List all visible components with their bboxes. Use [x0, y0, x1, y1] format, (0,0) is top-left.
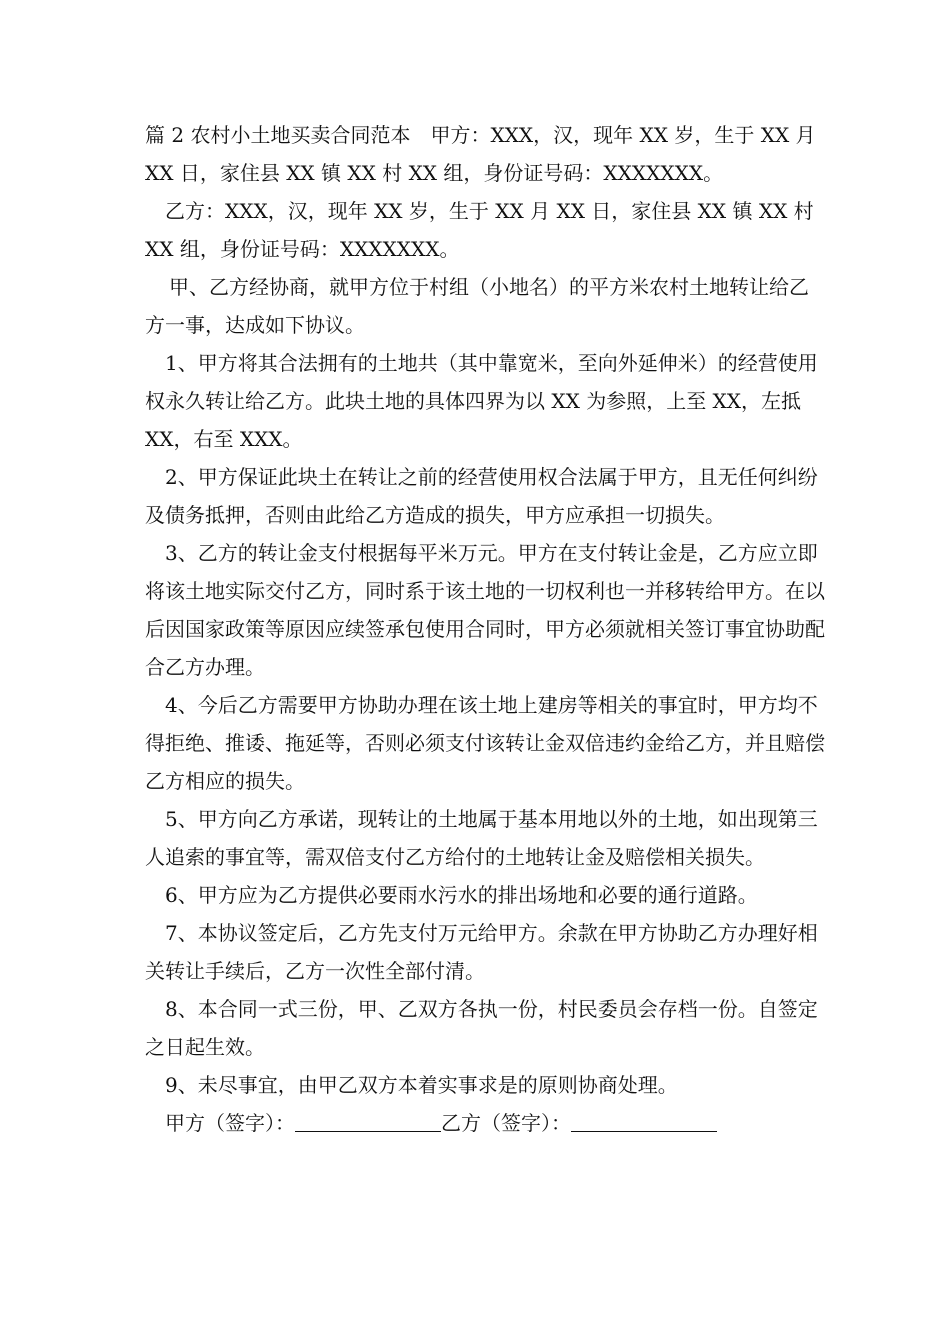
signature-row	[145, 1104, 825, 1142]
clause-4: 4、今后乙方需要甲方协助办理在该土地上建房等相关的事宜时，甲方均不得拒绝、推诿、拖延等，否则必须支付该转让金双倍违约金给乙方，并且赔偿乙方相应的损失。	[145, 693, 825, 793]
party-b-signature-label: 乙方（签字）：	[441, 1111, 571, 1135]
clause-8: 8、本合同一式三份，甲、乙双方各执一份，村民委员会存档一份。自签定之日起生效。	[145, 997, 818, 1059]
paragraph-intro: 篇 2 农村小土地买卖合同范本 甲方：XXX，汉，现年 XX 岁，生于 XX 月 XX 日，家住县 XX 镇 XX 村 XX 组，身份证号码：XXXXXXX。	[145, 123, 816, 185]
clause-5: 5、甲方向乙方承诺，现转让的土地属于基本用地以外的土地，如出现第三人追索的事宜等，需双倍支付乙方给付的土地转让金及赔偿相关损失。	[145, 807, 818, 869]
paragraph-party-b: 乙方：XXX，汉，现年 XX 岁，生于 XX 月 XX 日，家住县 XX 镇 XX 村 XX 组，身份证号码：XXXXXXX。	[145, 199, 814, 261]
clause-2: 2、甲方保证此块土在转让之前的经营使用权合法属于甲方，且无任何纠纷及债务抵押，否则由此给乙方造成的损失，甲方应承担一切损失。	[145, 465, 818, 527]
clause-1: 1、甲方将其合法拥有的土地共（其中靠宽米，至向外延伸米）的经营使用权永久转让给乙方。此块土地的具体四界为以 XX 为参照，上至 XX，左抵 XX，右至 XXX。	[145, 351, 818, 451]
party-a-signature-label: 甲方（签字）：	[165, 1111, 295, 1135]
clause-3: 3、乙方的转让金支付根据每平米万元。甲方在支付转让金是，乙方应立即将该土地实际交付乙方，同时系于该土地的一切权利也一并移转给甲方。在以后因国家政策等原因应续签承包使用合同时，甲方必须就相关签订事宜协助配合乙方办理。	[145, 541, 825, 679]
paragraph-preamble: 甲、乙方经协商，就甲方位于村组（小地名）的平方米农村土地转让给乙方一事，达成如下协议。	[145, 275, 809, 337]
clause-9: 9、未尽事宜，由甲乙双方本着实事求是的原则协商处理。	[165, 1073, 678, 1097]
clause-7: 7、本协议签定后，乙方先支付万元给甲方。余款在甲方协助乙方办理好相关转让手续后，乙方一次性全部付清。	[145, 921, 818, 983]
party-a-signature-line[interactable]	[295, 1111, 441, 1132]
party-b-signature-line[interactable]	[571, 1111, 717, 1132]
contract-body	[145, 116, 825, 1142]
clause-6: 6、甲方应为乙方提供必要雨水污水的排出场地和必要的通行道路。	[165, 883, 758, 907]
